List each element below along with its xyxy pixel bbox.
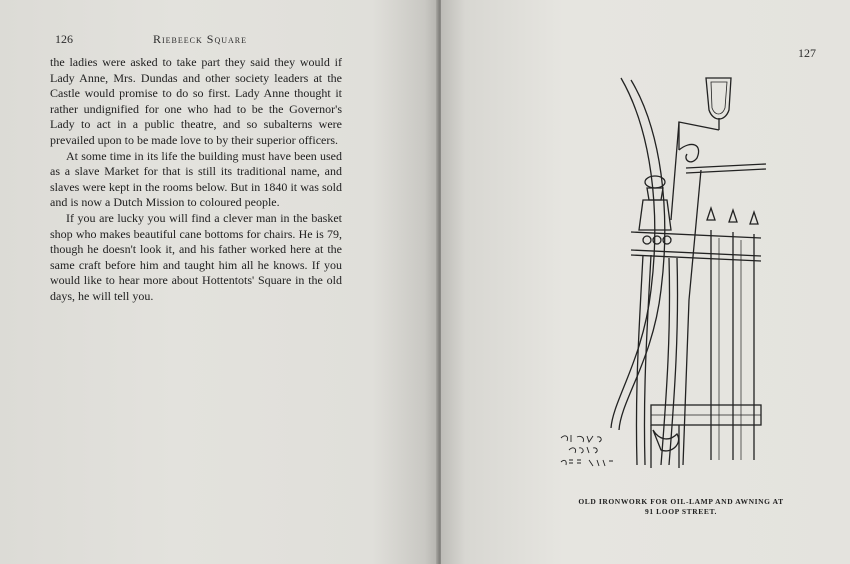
running-head-title: Riebeeck Square xyxy=(153,32,248,46)
body-text xyxy=(50,55,342,305)
paragraph: the ladies were asked to take part they said they would if Lady Anne, Mrs. Dundas and other society leaders at the Castle would promise to do so first. Lady Anne thought it rather undignified for one who had to be the Governor's Lady to act in a public theatre, and so subalterns were prevailed upon to be made love to by their superior officers. xyxy=(50,55,342,147)
right-page-number: 127 xyxy=(798,46,816,60)
caption-line: 91 LOOP STREET. xyxy=(644,507,717,516)
right-page xyxy=(441,0,850,564)
artist-signature-icon xyxy=(559,432,619,468)
paragraph: If you are lucky you will find a clever man in the basket shop who makes beautiful cane bottoms for chairs. He is 79, though he doesn't look it, and his father worked here at the same craft before him and taught him all he knows. If you would like to hear more about Hottentots' Square in the old days, he will tell you. xyxy=(50,210,342,303)
figure-caption xyxy=(561,497,801,517)
paragraph: At some time in its life the building must have been used as a slave Market for that is still its traditional name, and slaves were kept in the rooms below. But in 1840 it was sold and is now a Dutch Mission to coloured people. xyxy=(50,148,342,210)
left-page-number: 126 xyxy=(55,32,73,46)
caption-line: OLD IRONWORK FOR OIL-LAMP AND AWNING AT xyxy=(578,497,784,506)
ironwork-lamp-sketch-icon xyxy=(591,70,771,470)
